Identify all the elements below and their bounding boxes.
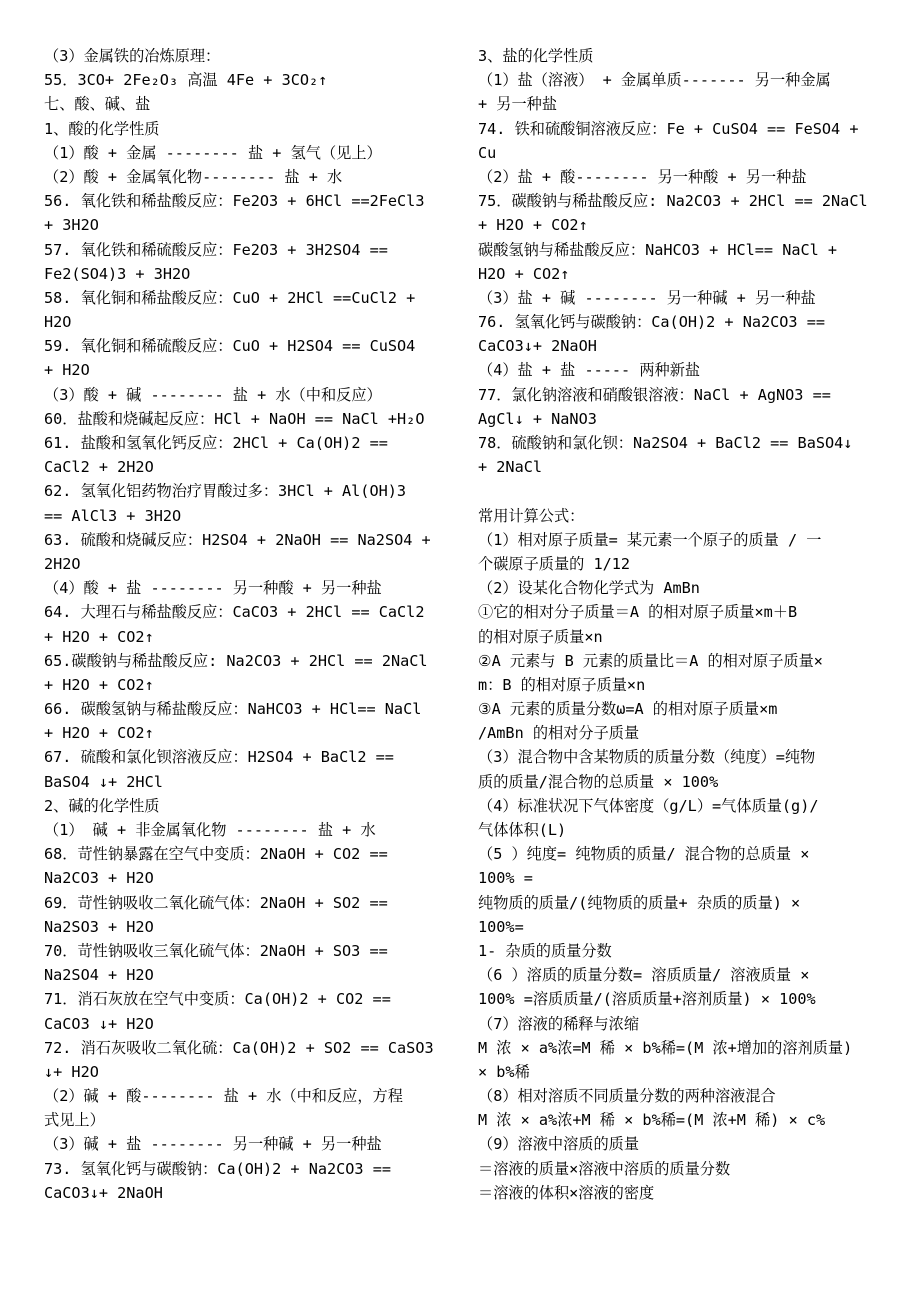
text-line: ②A 元素与 B 元素的质量比＝A 的相对原子质量× — [478, 651, 823, 670]
text-line: + H2O — [44, 361, 90, 380]
text-line: 个碳原子质量的 1/12 — [478, 554, 631, 573]
text-line: 60．盐酸和烧碱起反应：HCl + NaOH == NaCl +H₂O — [44, 409, 425, 428]
text-line: ＝溶液的体积×溶液的密度 — [478, 1183, 655, 1202]
text-line: M 浓 × a%浓+M 稀 × b%稀=(M 浓+M 稀) × c% — [478, 1111, 826, 1130]
text-line: （8）相对溶质不同质量分数的两种溶液混合 — [478, 1087, 776, 1106]
text-line: （3）盐 + 碱 -------- 另一种碱 + 另一种盐 — [478, 288, 816, 307]
text-line: 78．硫酸钠和氯化钡：Na2SO4 + BaCl2 == BaSO4↓ — [478, 434, 853, 452]
text-line: （3）酸 + 碱 -------- 盐 + 水（中和反应） — [44, 385, 382, 404]
text-line: ↓+ H2O — [44, 1062, 99, 1081]
text-line: （4）酸 + 盐 -------- 另一种酸 + 另一种盐 — [44, 579, 382, 598]
text-line: 1、酸的化学性质 — [44, 119, 160, 138]
text-line: × b%稀 — [478, 1062, 530, 1081]
text-line: Na2CO3 + H2O — [44, 869, 154, 888]
text-line: 100% =溶质质量/(溶质质量+溶剂质量) × 100% — [478, 990, 816, 1009]
text-line: 63. 硫酸和烧碱反应：H2SO4 + 2NaOH == Na2SO4 + — [44, 530, 431, 549]
text-line: + 3H2O — [44, 216, 99, 235]
text-line: 2H2O — [44, 554, 81, 573]
text-line: == AlCl3 + 3H2O — [44, 506, 182, 525]
text-line: （3）混合物中含某物质的质量分数（纯度）=纯物 — [478, 748, 816, 767]
text-line: （2）酸 + 金属氧化物-------- 盐 + 水 — [44, 167, 343, 186]
text-line: m：B 的相对原子质量×n — [478, 675, 646, 694]
text-line: （2）盐 + 酸-------- 另一种酸 + 另一种盐 — [478, 167, 807, 186]
text-line: 56. 氧化铁和稀盐酸反应：Fe2O3 + 6HCl ==2FeCl3 — [44, 192, 425, 211]
text-line: 100% = — [478, 869, 533, 888]
text-line: 59. 氧化铜和稀硫酸反应：CuO + H2SO4 == CuSO4 — [44, 337, 416, 356]
text-line: 质的质量/混合物的总质量 × 100% — [478, 772, 719, 791]
text-line: + H2O + CO2↑ — [44, 675, 154, 694]
text-line: （1） 碱 + 非金属氧化物 -------- 盐 + 水 — [44, 821, 376, 839]
blank-line — [478, 479, 898, 503]
text-line: 71．消石灰放在空气中变质：Ca(OH)2 + CO2 == — [44, 990, 391, 1009]
text-line: + H2O + CO2↑ — [44, 724, 154, 743]
text-line: AgCl↓ + NaNO3 — [478, 409, 597, 428]
text-line: CaCO3 ↓+ H2O — [44, 1014, 154, 1033]
text-line: 65.碳酸钠与稀盐酸反应: Na2CO3 + 2HCl == 2NaCl — [44, 651, 428, 670]
text-line: H2O + CO2↑ — [478, 264, 570, 283]
text-line: + H2O + CO2↑ — [44, 627, 154, 646]
text-line: 1- 杂质的质量分数 — [478, 941, 612, 960]
text-line: 的相对原子质量×n — [478, 627, 603, 646]
text-line: Fe2(SO4)3 + 3H2O — [44, 264, 191, 283]
text-line: （1）酸 + 金属 -------- 盐 + 氢气（见上） — [44, 143, 382, 162]
text-line: 式见上） — [44, 1111, 105, 1130]
text-line: 55．3CO+ 2Fe₂O₃ 高温 4Fe + 3CO₂↑ — [44, 71, 328, 90]
text-line: 62. 氢氧化铝药物治疗胃酸过多：3HCl + Al(OH)3 — [44, 482, 407, 501]
text-line: /AmBn 的相对分子质量 — [478, 724, 640, 743]
text-line: （3）金属铁的冶炼原理： — [44, 47, 221, 65]
left-column — [44, 44, 474, 1205]
text-line: 58. 氧化铜和稀盐酸反应：CuO + 2HCl ==CuCl2 + — [44, 288, 416, 307]
text-line: 76. 氢氧化钙与碳酸钠：Ca(OH)2 + Na2CO3 == — [478, 313, 825, 332]
text-line: 七、酸、碱、盐 — [44, 95, 151, 114]
text-line: ＝溶液的质量×溶液中溶质的质量分数 — [478, 1159, 731, 1178]
text-line: 纯物质的质量/(纯物质的质量+ 杂质的质量) × — [478, 893, 801, 912]
text-line: 73. 氢氧化钙与碳酸钠：Ca(OH)2 + Na2CO3 == — [44, 1159, 391, 1178]
text-line: 69．苛性钠吸收二氧化硫气体：2NaOH + SO2 == — [44, 893, 388, 912]
text-line: + H2O + CO2↑ — [478, 216, 588, 235]
text-line: （1）盐（溶液） + 金属单质------- 另一种金属 — [478, 71, 831, 90]
text-line: 61. 盐酸和氢氧化钙反应：2HCl + Ca(OH)2 == — [44, 434, 388, 452]
text-line: 气体体积(L) — [478, 821, 567, 839]
text-line: （9）溶液中溶质的质量 — [478, 1135, 640, 1154]
text-line: Cu — [478, 143, 497, 162]
text-line: （1）相对原子质量= 某元素一个原子的质量 / 一 — [478, 530, 822, 549]
text-line: ①它的相对分子质量＝A 的相对原子质量×m＋B — [478, 603, 798, 622]
text-line: 77．氯化钠溶液和硝酸银溶液：NaCl + AgNO3 == — [478, 385, 831, 404]
text-line: 67. 硫酸和氯化钡溶液反应：H2SO4 + BaCl2 == — [44, 748, 394, 767]
text-line: （6 ）溶质的质量分数= 溶质质量/ 溶液质量 × — [478, 966, 810, 985]
text-line: 66. 碳酸氢钠与稀盐酸反应：NaHCO3 + HCl== NaCl — [44, 700, 422, 719]
text-line: Na2SO3 + H2O — [44, 917, 154, 936]
text-line: 2、碱的化学性质 — [44, 796, 160, 815]
text-line: ③A 元素的质量分数ω=A 的相对原子质量×m — [478, 700, 778, 719]
text-line: BaSO4 ↓+ 2HCl — [44, 772, 163, 791]
text-line: + 另一种盐 — [478, 95, 558, 114]
text-line: CaCl2 + 2H2O — [44, 458, 154, 477]
text-line: 75．碳酸钠与稀盐酸反应: Na2CO3 + 2HCl == 2NaCl — [478, 192, 868, 211]
text-line: H2O — [44, 313, 72, 332]
text-line: 70．苛性钠吸收三氧化硫气体：2NaOH + SO3 == — [44, 941, 388, 960]
text-line: （7）溶液的稀释与浓缩 — [478, 1014, 640, 1033]
text-line: 57. 氧化铁和稀硫酸反应：Fe2O3 + 3H2SO4 == — [44, 240, 388, 259]
text-line: （2）碱 + 酸-------- 盐 + 水（中和反应，方程 — [44, 1087, 403, 1106]
text-line: M 浓 × a%浓=M 稀 × b%稀=(M 浓+增加的溶剂质量) — [478, 1038, 853, 1057]
text-line: + 2NaCl — [478, 458, 543, 477]
text-line: （3）碱 + 盐 -------- 另一种碱 + 另一种盐 — [44, 1135, 382, 1154]
text-line: 64. 大理石与稀盐酸反应：CaCO3 + 2HCl == CaCl2 — [44, 603, 425, 622]
text-line: CaCO3↓+ 2NaOH — [478, 337, 597, 356]
text-line: （5 ）纯度= 纯物质的质量/ 混合物的总质量 × — [478, 845, 810, 864]
text-line: 碳酸氢钠与稀盐酸反应：NaHCO3 + HCl== NaCl + — [478, 240, 838, 259]
text-line: 72. 消石灰吸收二氧化硫：Ca(OH)2 + SO2 == CaSO3 — [44, 1038, 434, 1057]
text-line: 100%= — [478, 917, 524, 936]
text-line: Na2SO4 + H2O — [44, 966, 154, 985]
text-line: （4）标准状况下气体密度（g/L）=气体质量(g)/ — [478, 796, 819, 815]
section-title: 常用计算公式： — [478, 506, 585, 525]
text-line: CaCO3↓+ 2NaOH — [44, 1183, 163, 1202]
text-line: 3、盐的化学性质 — [478, 47, 594, 65]
text-line: （2）设某化合物化学式为 AmBn — [478, 579, 700, 598]
text-line: 68．苛性钠暴露在空气中变质：2NaOH + CO2 == — [44, 845, 388, 864]
text-line: （4）盐 + 盐 ----- 两种新盐 — [478, 361, 701, 380]
right-column — [478, 44, 898, 1205]
text-line: 74. 铁和硫酸铜溶液反应：Fe + CuSO4 == FeSO4 + — [478, 119, 859, 138]
